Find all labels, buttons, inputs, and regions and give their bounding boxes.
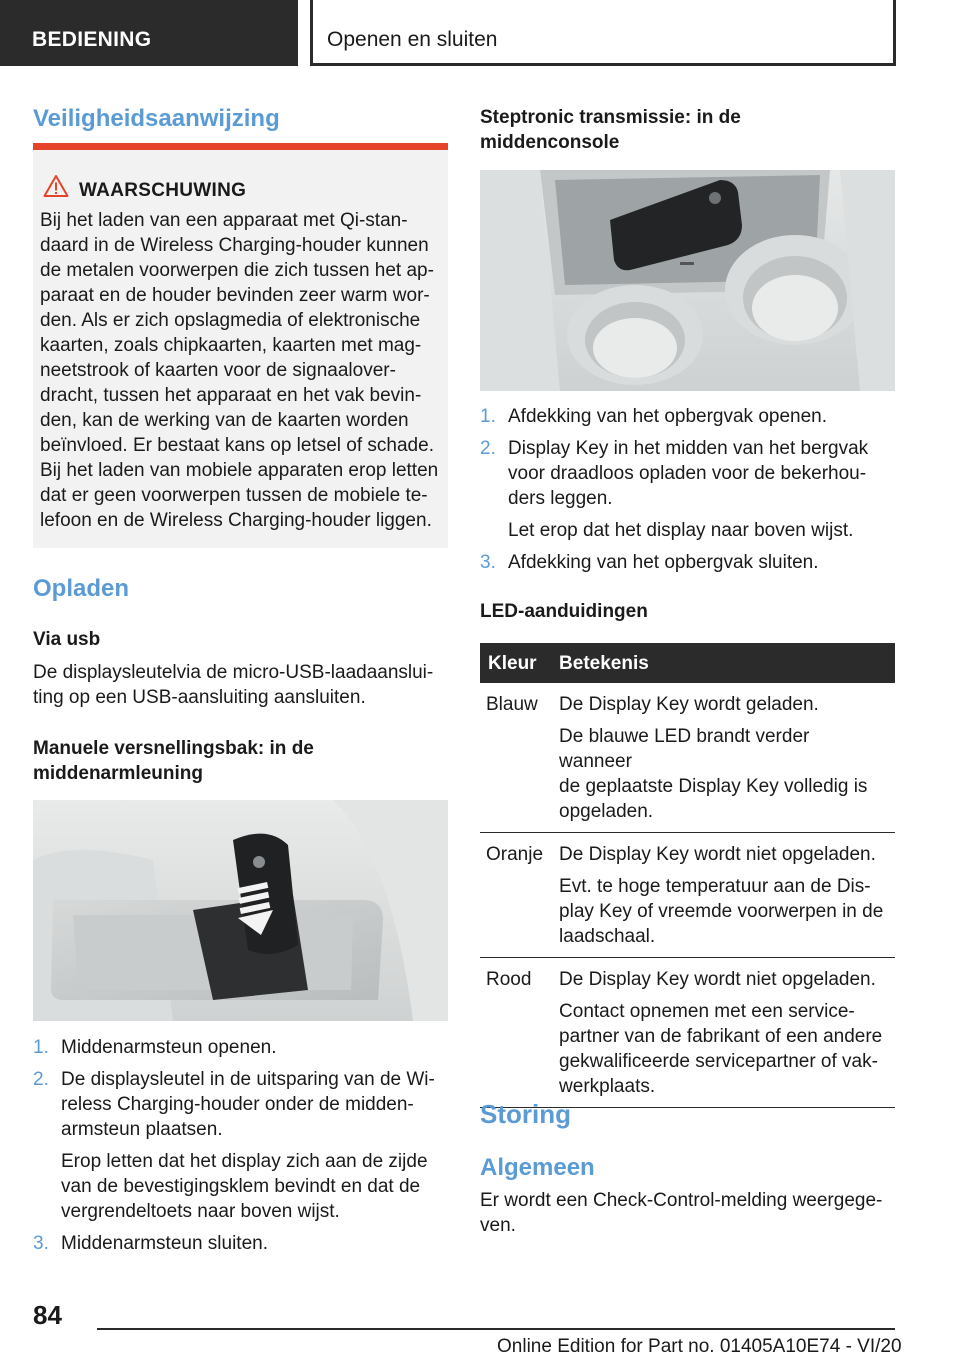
section-tab <box>0 0 298 66</box>
step-text: Middenarmsteun sluiten. <box>61 1233 268 1254</box>
usb-line: ting op een USB-aansluiting aansluiten. <box>33 687 366 708</box>
list-item <box>33 1067 448 1224</box>
color-cell: Rood <box>480 958 551 1108</box>
step-note-line: Let erop dat het display naar boven wijst. <box>508 520 854 541</box>
armrest-photo <box>33 800 448 1021</box>
step-text: Afdekking van het opbergvak openen. <box>508 406 828 427</box>
meaning-sub-line: opgeladen. <box>559 801 654 822</box>
step-number: 2. <box>480 438 496 459</box>
chapter-title: Openen en sluiten <box>327 28 498 51</box>
step-note-line: Erop letten dat het display zich aan de zijde <box>61 1151 428 1172</box>
meaning-sub <box>559 874 887 949</box>
charging-heading: Opladen <box>33 575 130 602</box>
warning-line: dracht, tussen het apparaat en het vak bevin- <box>40 385 422 406</box>
step-number: 1. <box>33 1037 49 1058</box>
meaning-sub-line: play Key of vreemde voorwerpen in de <box>559 901 884 922</box>
step-text: Afdekking van het opbergvak sluiten. <box>508 552 819 573</box>
list-item <box>33 1231 448 1256</box>
warning-line: den, kan de werking van de kaarten worden <box>40 410 409 431</box>
step-text: voor draadloos opladen voor de bekerhou- <box>508 463 867 484</box>
warning-title: WAARSCHUWING <box>79 180 247 201</box>
list-item <box>480 550 895 575</box>
manual-heading <box>33 736 448 786</box>
section-title: BEDIENING <box>32 28 152 51</box>
step-number: 2. <box>33 1069 49 1090</box>
table-row <box>480 683 895 833</box>
step-text: ders leggen. <box>508 488 613 509</box>
general-line: ven. <box>480 1215 516 1236</box>
warning-line: de metalen voorwerpen die zich tussen het ap- <box>40 260 434 281</box>
meaning-main: De Display Key wordt niet opgeladen. <box>559 969 876 990</box>
meaning-cell <box>551 683 895 833</box>
meaning-sub-line: Evt. te hoge temperatuur aan de Dis- <box>559 876 871 897</box>
edition-text: Online Edition for Part no. 01405A10E74 - VI/20 <box>497 1336 902 1357</box>
step-text: De displaysleutel in de uitsparing van de Wi- <box>61 1069 435 1090</box>
list-item <box>33 1035 448 1060</box>
fault-heading: Storing <box>480 1099 571 1129</box>
list-item <box>480 404 895 429</box>
meaning-main: De Display Key wordt niet opgeladen. <box>559 844 876 865</box>
table-header-row <box>480 643 895 683</box>
warning-line: paraat en de houder bevinden zeer warm wor- <box>40 285 430 306</box>
warning-line: kaarten, zoals chipkaarten, kaarten met mag- <box>40 335 422 356</box>
warning-line: Bij het laden van mobiele apparaten erop letten <box>40 460 439 481</box>
steptronic-heading-line: middenconsole <box>480 132 620 153</box>
table-row <box>480 958 895 1108</box>
warning-line: beïnvloed. Er bestaat kans op letsel of schade. <box>40 435 434 456</box>
meaning-sub <box>559 724 887 824</box>
step-note <box>508 518 895 543</box>
manual-heading-line: Manuele versnellingsbak: in de <box>33 738 314 759</box>
usb-text <box>33 660 448 710</box>
steptronic-heading <box>480 105 895 155</box>
color-cell: Oranje <box>480 833 551 958</box>
warning-triangle-icon <box>43 174 69 198</box>
warning-line: Bij het laden van een apparaat met Qi-stan- <box>40 210 408 231</box>
meaning-sub <box>559 999 887 1099</box>
step-text: reless Charging-houder onder de midden- <box>61 1094 414 1115</box>
general-text <box>480 1188 895 1238</box>
step-note <box>61 1149 448 1224</box>
led-heading: LED-aanduidingen <box>480 601 648 622</box>
led-table <box>480 643 895 1108</box>
page-header <box>0 0 960 66</box>
column-header: Betekenis <box>551 643 895 683</box>
meaning-sub-line: gekwalificeerde servicepartner of vak- <box>559 1051 878 1072</box>
meaning-cell <box>551 833 895 958</box>
armrest-steps <box>33 1035 448 1263</box>
armrest-illustration <box>33 800 448 1021</box>
console-steps <box>480 404 895 582</box>
warning-line: daard in de Wireless Charging-houder kunnen <box>40 235 429 256</box>
step-text: armsteun plaatsen. <box>61 1119 223 1140</box>
steptronic-heading-line: Steptronic transmissie: in de <box>480 107 741 128</box>
console-illustration <box>480 170 895 391</box>
general-heading: Algemeen <box>480 1154 595 1181</box>
page-number: 84 <box>33 1300 62 1330</box>
step-note-line: van de bevestigingsklem bevindt en dat de <box>61 1176 421 1197</box>
warning-box <box>33 143 448 548</box>
safety-heading: Veiligheidsaanwijzing <box>33 105 280 132</box>
warning-text <box>40 208 442 533</box>
table-row <box>480 833 895 958</box>
meaning-sub-line: De blauwe LED brandt verder wanneer <box>559 726 810 772</box>
warning-line: lefoon en de Wireless Charging-houder liggen. <box>40 510 432 531</box>
meaning-cell <box>551 958 895 1108</box>
console-photo <box>480 170 895 391</box>
meaning-sub-line: werkplaats. <box>559 1076 656 1097</box>
chapter-tab <box>310 0 896 66</box>
step-note-line: vergrendeltoets naar boven wijst. <box>61 1201 340 1222</box>
column-header: Kleur <box>480 643 551 683</box>
meaning-sub-line: laadschaal. <box>559 926 656 947</box>
warning-line: dat er geen voorwerpen tussen de mobiele te- <box>40 485 428 506</box>
warning-line: neetstrook of kaarten voor de signaalover- <box>40 360 396 381</box>
meaning-sub-line: partner van de fabrikant of een andere <box>559 1026 883 1047</box>
usb-heading: Via usb <box>33 629 101 650</box>
color-cell: Blauw <box>480 683 551 833</box>
step-text: Display Key in het midden van het bergvak <box>508 438 869 459</box>
footer-divider <box>97 1328 895 1330</box>
step-number: 3. <box>480 552 496 573</box>
warning-line: den. Als er zich opslagmedia of elektronische <box>40 310 421 331</box>
meaning-sub-line: Contact opnemen met een service- <box>559 1001 855 1022</box>
step-number: 3. <box>33 1233 49 1254</box>
meaning-main: De Display Key wordt geladen. <box>559 694 819 715</box>
manual-heading-line: middenarmleuning <box>33 763 203 784</box>
meaning-sub-line: de geplaatste Display Key volledig is <box>559 776 868 797</box>
general-line: Er wordt een Check-Control-melding weergege- <box>480 1190 883 1211</box>
list-item <box>480 436 895 543</box>
usb-line: De displaysleutelvia de micro-USB-laadaanslui- <box>33 662 434 683</box>
step-number: 1. <box>480 406 496 427</box>
step-text: Middenarmsteun openen. <box>61 1037 277 1058</box>
